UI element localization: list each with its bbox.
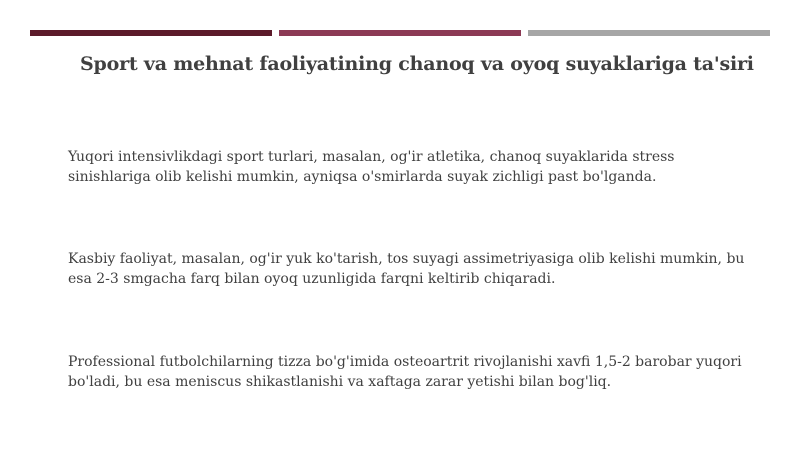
paragraph-3-line-2: bo'ladi, bu esa meniscus shikastlanishi va xaftaga zarar yetishi bilan bog'liq.	[68, 374, 612, 390]
slide-title: Sport va mehnat faoliyatining chanoq va oyoq suyaklariga ta'siri	[80, 53, 754, 75]
paragraph-3	[68, 352, 768, 392]
paragraph-1-line-2: sinishlariga olib kelishi mumkin, ayniqsa o'smirlarda suyak zichligi past bo'lganda.	[68, 169, 657, 185]
paragraph-2	[68, 249, 768, 289]
paragraph-1-line-1: Yuqori intensivlikdagi sport turlari, masalan, og'ir atletika, chanoq suyaklarida stress	[68, 149, 675, 165]
paragraph-2-line-2: esa 2-3 smgacha farq bilan oyoq uzunligida farqni keltirib chiqaradi.	[68, 271, 556, 287]
paragraph-1	[68, 147, 768, 187]
accent-bar-3	[528, 30, 770, 36]
paragraph-3-line-1: Professional futbolchilarning tizza bo'g'imida osteoartrit rivojlanishi xavfi 1,5-2 barobar yuqori	[68, 354, 742, 370]
accent-bar-1	[30, 30, 272, 36]
accent-bar-2	[279, 30, 521, 36]
paragraph-2-line-1: Kasbiy faoliyat, masalan, og'ir yuk ko'tarish, tos suyagi assimetriyasiga olib kelishi mumkin, bu	[68, 251, 745, 267]
